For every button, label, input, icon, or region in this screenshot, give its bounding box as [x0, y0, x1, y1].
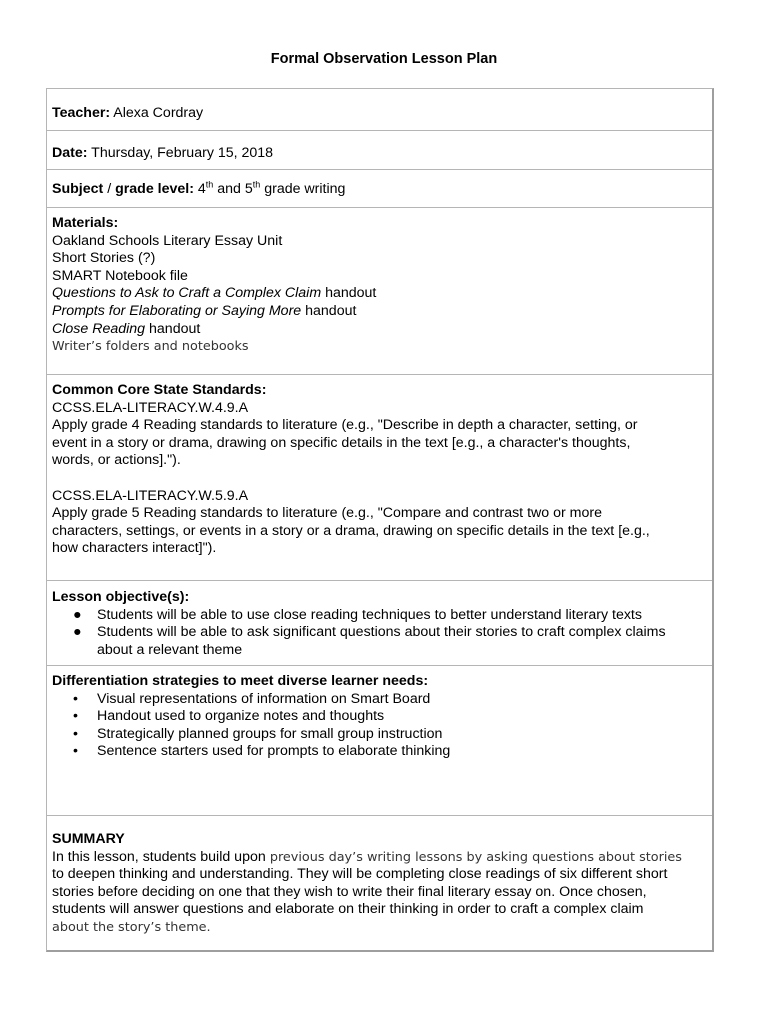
material-item: Writer’s folders and notebooks [52, 339, 249, 355]
objective-text: Students will be able to ask significant questions about their stories to craft complex claims [97, 624, 666, 641]
standard-description: Apply grade 4 Reading standards to literature (e.g., "Describe in depth a character, setting, or [52, 417, 638, 434]
list-item [52, 743, 707, 761]
summary-text-part: previous day’s writing lessons by asking questions about stories [265, 849, 682, 865]
list-item [52, 607, 707, 625]
grade-suffix-2: th [252, 179, 261, 190]
summary-label: SUMMARY [52, 831, 125, 847]
standard-description: characters, settings, or events in a story or a drama, drawing on specific details in the text [e.g., [52, 522, 650, 539]
handout-suffix: handout [321, 285, 377, 302]
standard-code: CCSS.ELA-LITERACY.W.5.9.A [52, 487, 249, 504]
handout-suffix: handout [145, 320, 201, 337]
material-item: Oakland Schools Literary Essay Unit [52, 232, 283, 249]
bullet-icon: • [73, 708, 78, 725]
grade-suffix-1: th [205, 179, 214, 190]
grade-value-1: 4 [193, 181, 206, 197]
strategy-text: Visual representations of information on Smart Board [97, 690, 431, 707]
grade-value-2: and 5 [213, 181, 253, 197]
summary-row [47, 816, 712, 950]
standards-row [47, 375, 712, 581]
strategy-text: Sentence starters used for prompts to elaborate thinking [97, 743, 451, 760]
teacher-row [47, 89, 712, 131]
strategy-text: Strategically planned groups for small group instruction [97, 725, 443, 742]
summary-text: to deepen thinking and understanding. They will be completing close readings of six different short [52, 866, 668, 883]
standard-description: event in a story or drama, drawing on specific details in the text [e.g., a character's thoughts, [52, 434, 631, 451]
material-item [52, 285, 707, 303]
list-item [52, 624, 707, 659]
date-label: Date: [52, 145, 88, 161]
list-item [52, 726, 707, 744]
material-item: SMART Notebook file [52, 267, 188, 284]
subject-separator: / [103, 181, 116, 197]
handout-title: Close Reading [52, 320, 146, 337]
handout-suffix: handout [301, 302, 357, 319]
standard-description: words, or actions]."). [52, 452, 181, 469]
summary-text [52, 849, 707, 867]
summary-text: about the story’s theme. [52, 919, 211, 935]
summary-text: stories before deciding on one that they wish to write their final literary essay on. Once chosen, [52, 883, 647, 900]
bullet-icon: • [73, 743, 78, 760]
standard-description: Apply grade 5 Reading standards to literature (e.g., "Compare and contrast two or more [52, 505, 602, 522]
differentiation-list [52, 691, 707, 761]
material-item [52, 303, 707, 321]
subject-label: Subject [52, 181, 104, 197]
material-item [52, 321, 707, 339]
bullet-icon: • [73, 725, 78, 742]
date-row [47, 131, 712, 170]
grade-level-label: grade level: [115, 181, 194, 197]
materials-row [47, 208, 712, 375]
subject-row [47, 170, 712, 208]
date-value: Thursday, February 15, 2018 [87, 145, 274, 161]
objectives-list [52, 607, 707, 660]
document-title: Formal Observation Lesson Plan [270, 51, 498, 67]
spacer [52, 470, 707, 488]
teacher-label: Teacher: [52, 105, 111, 121]
summary-text: students will answer questions and elaborate on their thinking in order to craft a complex claim [52, 901, 644, 918]
subject-value: grade writing [260, 181, 346, 197]
differentiation-row [47, 666, 712, 816]
teacher-value: Alexa Cordray [110, 105, 204, 121]
standards-label: Common Core State Standards: [52, 382, 267, 398]
lesson-plan-table [46, 88, 714, 952]
handout-title: Questions to Ask to Craft a Complex Claim [52, 285, 322, 302]
standard-code: CCSS.ELA-LITERACY.W.4.9.A [52, 399, 249, 416]
list-item [52, 708, 707, 726]
differentiation-label: Differentiation strategies to meet diverse learner needs: [52, 673, 429, 689]
objectives-label: Lesson objective(s): [52, 589, 190, 605]
bullet-icon: ● [73, 606, 82, 623]
material-item: Short Stories (?) [52, 250, 156, 267]
materials-label: Materials: [52, 215, 119, 231]
list-item [52, 691, 707, 709]
objectives-row [47, 581, 712, 666]
bullet-icon: ● [73, 624, 82, 641]
strategy-text: Handout used to organize notes and thoughts [97, 708, 385, 725]
bullet-icon: • [73, 690, 78, 707]
handout-title: Prompts for Elaborating or Saying More [52, 302, 302, 319]
standard-description: how characters interact]"). [52, 540, 217, 557]
objective-text: Students will be able to use close reading techniques to better understand literary texts [97, 606, 642, 623]
summary-text-part: In this lesson, students build upon [52, 848, 266, 865]
objective-text: about a relevant theme [97, 641, 243, 658]
